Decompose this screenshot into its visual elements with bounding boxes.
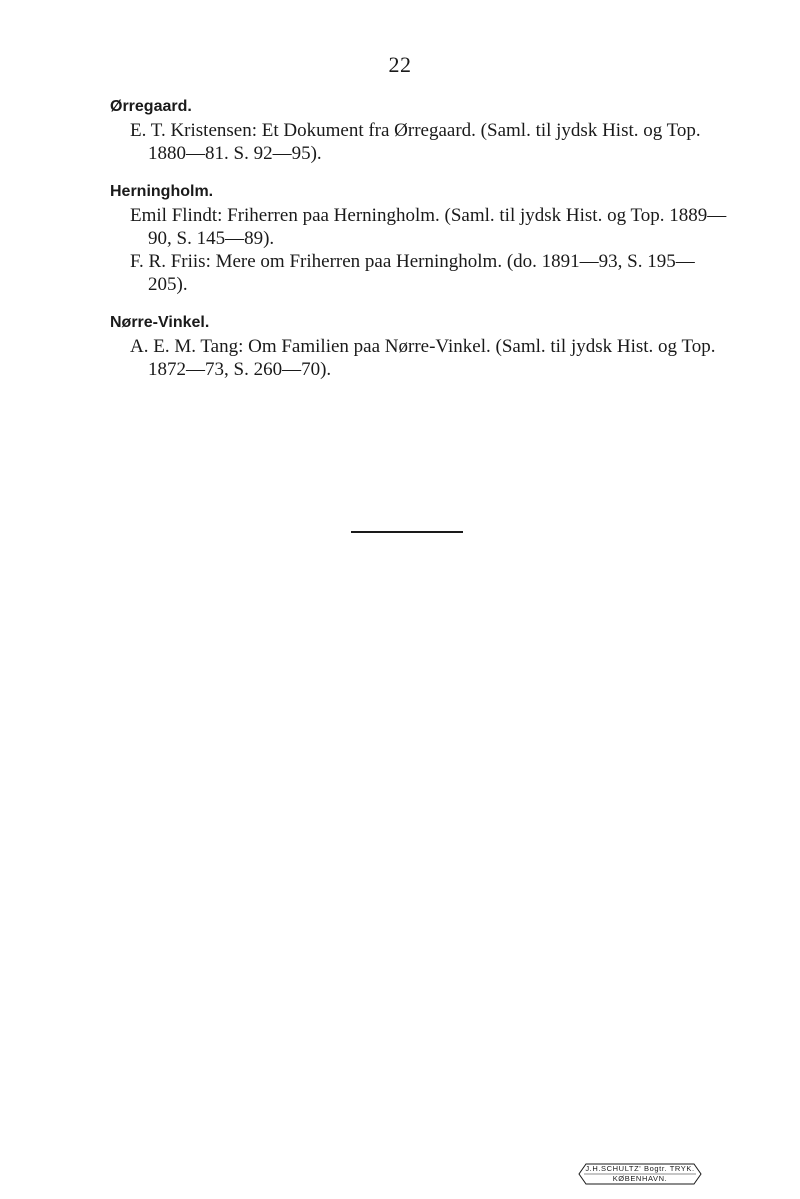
end-rule (351, 531, 463, 533)
printer-mark-line1: J.H.SCHULTZ' Bogtr. TRYK. (585, 1164, 695, 1173)
bibliography-entry: F. R. Friis: Mere om Friherren paa Herningholm. (do. 1891—93, S. 195—205). (130, 251, 695, 295)
bibliography-entry: Emil Flindt: Friherren paa Herningholm. (Saml. til jydsk Hist. og Top. 1889—90, S. 145—89). (130, 205, 727, 249)
printer-mark-line2: KØBENHAVN. (612, 1174, 668, 1183)
bibliography-list (110, 96, 730, 397)
section-heading: Nørre-Vinkel. (110, 314, 210, 331)
section-norre-vinkel (110, 312, 730, 381)
section-heading: Ørregaard. (110, 98, 192, 115)
bibliography-entry: E. T. Kristensen: Et Dokument fra Ørregaard. (Saml. til jydsk Hist. og Top. 1880—81. S. 92—95). (130, 120, 701, 164)
printer-mark (578, 1163, 702, 1185)
section-herningholm (110, 181, 730, 296)
page-number: 22 (388, 52, 412, 77)
section-orregaard (110, 96, 730, 165)
bibliography-entry: A. E. M. Tang: Om Familien paa Nørre-Vinkel. (Saml. til jydsk Hist. og Top. 1872—73, S. 260—70). (130, 336, 716, 380)
section-heading: Herningholm. (110, 183, 214, 200)
